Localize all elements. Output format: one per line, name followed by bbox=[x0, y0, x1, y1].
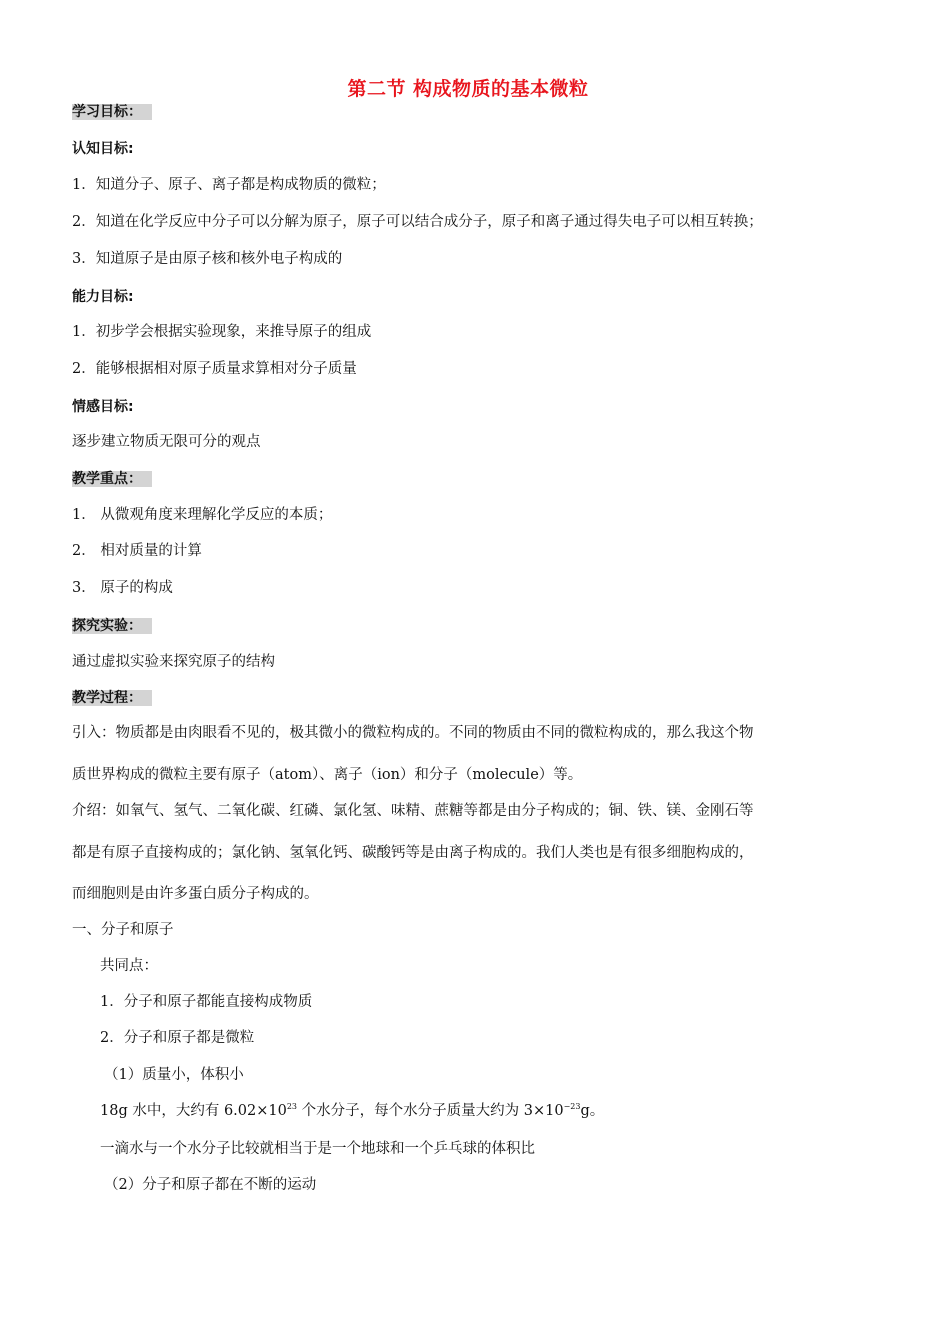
page-title: 第二节 构成物质的基本微粒 bbox=[347, 78, 589, 100]
comparison-text: 一滴水与一个水分子比较就相当于是一个地球和一个乒乓球的体积比 bbox=[100, 1141, 535, 1157]
emotion-heading: 情感目标: bbox=[72, 399, 134, 415]
intro-line-1: 引入：物质都是由肉眼看不见的，极其微小的微粒构成的。不同的物质由不同的微粒构成的，那么我这个物 bbox=[72, 725, 754, 741]
experiment-heading bbox=[72, 616, 152, 636]
experiment-heading-text: 探究实验： bbox=[72, 618, 152, 634]
emotion-text: 逐步建立物质无限可分的观点 bbox=[72, 434, 261, 450]
process-heading-text: 教学过程： bbox=[72, 690, 152, 706]
ability-item-1: 1．初步学会根据实验现象，来推导原子的组成 bbox=[72, 324, 372, 340]
description-line-2: 都是有原子直接构成的；氯化钠、氢氧化钙、碳酸钙等是由离子构成的。我们人类也是有很多细胞构成的， bbox=[72, 845, 754, 861]
ability-item-2: 2．能够根据相对原子质量求算相对分子质量 bbox=[72, 361, 357, 377]
experiment-text: 通过虚拟实验来探究原子的结构 bbox=[72, 654, 275, 670]
process-heading bbox=[72, 688, 152, 708]
sub-point-2: （2）分子和原子都在不断的运动 bbox=[104, 1177, 317, 1193]
sub-point-1: （1）质量小，体积小 bbox=[104, 1067, 244, 1083]
water-fact-part-c: g。 bbox=[580, 1103, 605, 1119]
cognitive-item-2: 2．知道在化学反应中分子可以分解为原子，原子可以结合成分子，原子和离子通过得失电子可以相互转换； bbox=[72, 214, 763, 230]
objectives-heading bbox=[72, 102, 152, 122]
cognitive-heading: 认知目标: bbox=[72, 141, 134, 157]
common-point-1: 1．分子和原子都能直接构成物质 bbox=[100, 994, 313, 1010]
common-points-heading: 共同点： bbox=[100, 958, 158, 974]
water-fact-part-b: 个水分子，每个水分子质量大约为 3×10 bbox=[297, 1103, 564, 1119]
water-fact bbox=[100, 1101, 604, 1121]
water-fact-exponent-a: 23 bbox=[286, 1102, 298, 1112]
ability-heading: 能力目标: bbox=[72, 289, 134, 305]
description-line-1: 介绍：如氧气、氢气、二氧化碳、红磷、氯化氢、味精、蔗糖等都是由分子构成的；铜、铁、镁、金刚石等 bbox=[72, 803, 754, 819]
water-fact-part-a: 18g 水中，大约有 6.02×10 bbox=[100, 1103, 287, 1119]
intro-line-2: 质世界构成的微粒主要有原子（atom）、离子（ion）和分子（molecule）等。 bbox=[72, 767, 583, 783]
cognitive-item-1: 1．知道分子、原子、离子都是构成物质的微粒； bbox=[72, 177, 386, 193]
section-heading-molecules-atoms: 一、分子和原子 bbox=[72, 922, 174, 938]
water-fact-exponent-b: −23 bbox=[563, 1102, 581, 1112]
key-point-3: 3． 原子的构成 bbox=[72, 580, 173, 596]
key-points-heading-text: 教学重点： bbox=[72, 471, 152, 487]
key-points-heading bbox=[72, 469, 152, 489]
key-point-1: 1． 从微观角度来理解化学反应的本质； bbox=[72, 507, 333, 523]
key-point-2: 2． 相对质量的计算 bbox=[72, 543, 202, 559]
common-point-2: 2．分子和原子都是微粒 bbox=[100, 1030, 255, 1046]
cognitive-item-3: 3．知道原子是由原子核和核外电子构成的 bbox=[72, 251, 343, 267]
description-line-3: 而细胞则是由许多蛋白质分子构成的。 bbox=[72, 886, 319, 902]
objectives-heading-text: 学习目标： bbox=[72, 104, 152, 120]
